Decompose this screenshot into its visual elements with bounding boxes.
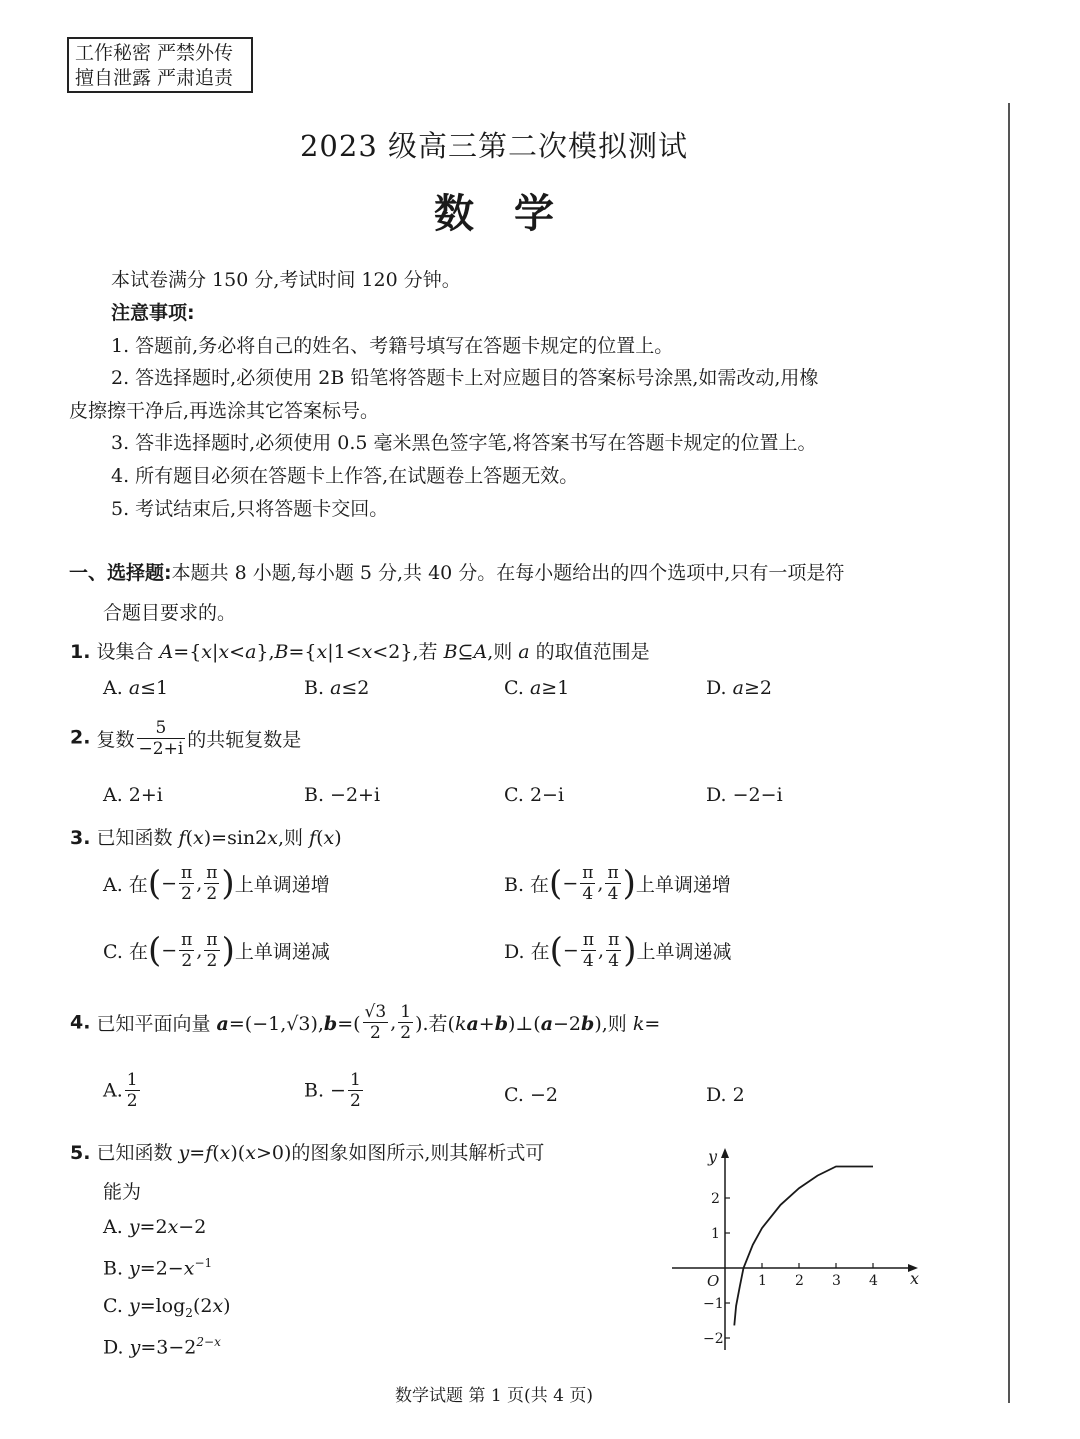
y-axis-arrow-icon <box>721 1148 729 1158</box>
q-var: x <box>218 641 230 663</box>
frac-num: √3 <box>364 1002 387 1022</box>
option-b: B. −2+i <box>304 784 381 806</box>
q-text: −2 <box>178 1216 207 1238</box>
option-d: D. 2 <box>706 1084 745 1106</box>
q-var: a <box>518 641 530 663</box>
q-text: < <box>229 641 246 663</box>
option-a <box>103 1216 206 1238</box>
fraction <box>581 930 596 971</box>
q-text: ⊆ <box>457 641 474 663</box>
q-text: − <box>562 939 579 962</box>
option-d <box>103 1335 221 1358</box>
q-text: ,则 <box>277 827 310 849</box>
q-text: 上单调递减 <box>234 941 330 963</box>
q-text: ≤1 <box>140 677 169 699</box>
q-var: B <box>274 641 289 663</box>
q-text <box>97 1013 361 1035</box>
frac-den: 2 <box>369 1023 381 1043</box>
q-var: a <box>732 677 744 699</box>
q-var: y <box>128 1295 140 1317</box>
x-tick-label: 3 <box>832 1273 841 1289</box>
q-var: f <box>178 827 186 849</box>
question-5-line2: 能为 <box>103 1181 142 1203</box>
q-var: x <box>245 1142 256 1164</box>
q-var: y <box>178 1142 190 1164</box>
option-label: A. <box>103 677 123 699</box>
q-text: √3 <box>286 1013 311 1035</box>
q-text: |1< <box>327 641 362 663</box>
left-paren: ( <box>549 930 563 971</box>
q-text: ≥2 <box>743 677 772 699</box>
note-item: 2. 答选择题时,必须使用 2B 铅笔将答题卡上对应题目的答案标号涂黑,如需改动,用橡 <box>111 367 819 389</box>
q-vector: b <box>581 1013 595 1035</box>
option-label: D. 在 <box>504 941 550 963</box>
option-label: A. <box>103 1079 123 1102</box>
q-vector: b <box>323 1013 338 1035</box>
q-text: ).若( <box>415 1013 455 1035</box>
y-tick-label: 1 <box>711 1226 720 1242</box>
note-item: 4. 所有题目必须在答题卡上作答,在试题卷上答题无效。 <box>111 465 579 487</box>
q-text: ≥1 <box>541 677 570 699</box>
q-text: − <box>161 939 178 962</box>
frac-num: 1 <box>126 1070 138 1090</box>
option-label: A. <box>103 1216 129 1238</box>
q-var: x <box>361 641 373 663</box>
q-text: − <box>161 872 177 895</box>
section-heading <box>69 558 844 585</box>
frac-num: π <box>181 863 193 883</box>
frac-den: −2+i <box>138 739 184 759</box>
q-text: , <box>598 939 605 962</box>
frac-den: 2 <box>181 884 192 904</box>
q-text <box>415 1013 660 1035</box>
frac-den: 2 <box>349 1091 361 1111</box>
q-var: x <box>316 641 328 663</box>
frac-num: π <box>608 930 620 950</box>
frac-den: 4 <box>607 884 619 904</box>
question-number: 3. <box>70 827 91 849</box>
option-c: C. 2−i <box>504 784 565 806</box>
q-var: a <box>529 677 542 699</box>
q-text: 已知平面向量 <box>96 1013 217 1035</box>
question-5 <box>70 1138 544 1165</box>
q-text: ≤2 <box>341 677 370 699</box>
option-label: D. <box>706 677 727 699</box>
option-a <box>103 677 168 699</box>
frac-num: 1 <box>349 1070 361 1090</box>
question-1 <box>70 637 650 664</box>
fraction <box>348 1070 363 1111</box>
left-paren: ( <box>147 930 162 971</box>
q-var: x <box>201 641 213 663</box>
frac-den: 2 <box>400 1023 412 1043</box>
y-tick-label: −2 <box>703 1331 724 1347</box>
note-item: 皮擦擦干净后,再选涂其它答案标号。 <box>69 400 380 422</box>
q-var: x <box>212 1295 224 1317</box>
q-var: x <box>193 827 204 849</box>
q-text: 设集合 <box>96 641 160 663</box>
option-label: B. <box>304 677 325 699</box>
section-desc: 本题共 8 小题,每小题 5 分,共 40 分。在每小题给出的四个选项中,只有一项是符 <box>171 562 845 584</box>
fraction <box>606 930 621 971</box>
q-superscript: 2−x <box>196 1335 221 1349</box>
q-text: , <box>196 872 203 895</box>
frac-den: 2 <box>206 884 218 904</box>
option-c <box>504 677 569 699</box>
q-var: x <box>219 1142 231 1164</box>
q-text: | <box>212 641 219 663</box>
q-var: x <box>323 827 335 849</box>
q-var: A <box>473 641 488 663</box>
q-var: A <box>159 641 174 663</box>
q-text: = <box>644 1013 661 1035</box>
q-var: f <box>205 1142 213 1164</box>
option-b <box>304 1070 365 1111</box>
q-var: k <box>454 1013 467 1035</box>
q-vector: a <box>540 1013 554 1035</box>
q-vector: b <box>494 1013 508 1035</box>
option-d: D. −2−i <box>706 784 783 806</box>
exam-intro: 本试卷满分 150 分,考试时间 120 分钟。 <box>111 269 461 291</box>
q-text: ={ <box>288 641 317 663</box>
q-text: )⊥( <box>508 1013 541 1035</box>
x-axis-label: x <box>910 1269 920 1288</box>
frac-den: 2 <box>181 951 193 971</box>
fraction <box>605 863 620 904</box>
x-tick-label: 4 <box>869 1273 878 1289</box>
option-c: C. −2 <box>504 1084 558 1106</box>
right-paren: ) <box>221 930 235 971</box>
q-var: x <box>167 1216 179 1238</box>
question-number: 5. <box>70 1142 91 1164</box>
frac-num: 1 <box>400 1002 412 1022</box>
q-text: <2},若 <box>372 641 444 663</box>
fraction <box>398 1002 413 1043</box>
q-text: + <box>478 1013 495 1035</box>
q-text: , <box>597 872 604 895</box>
fraction <box>204 863 219 904</box>
option-b <box>304 677 369 699</box>
q-vector: a <box>216 1013 229 1035</box>
q-text: 已知函数 <box>96 1142 179 1164</box>
option-label: A. 在 <box>103 874 148 896</box>
question-number: 1. <box>70 641 91 663</box>
question-2 <box>70 718 301 759</box>
fraction <box>125 1070 140 1111</box>
q-text: ) <box>223 1295 231 1317</box>
option-label: B. − <box>304 1079 346 1102</box>
option-c <box>103 930 330 971</box>
q-text: ), <box>310 1013 324 1035</box>
exam-title: 2023 级高三第二次模拟测试 <box>299 129 689 163</box>
question-3 <box>70 823 342 850</box>
fraction <box>204 930 219 971</box>
q-text: , <box>196 939 203 962</box>
fraction <box>580 863 595 904</box>
option-label: C. <box>103 1295 129 1317</box>
y-axis-label: y <box>708 1147 718 1166</box>
option-b <box>103 1256 212 1279</box>
frac-num: π <box>607 863 619 883</box>
q-vector: a <box>466 1013 479 1035</box>
fraction <box>363 1002 389 1043</box>
q-var: x <box>183 1257 195 1280</box>
q-var: B <box>443 641 458 663</box>
q-var: f <box>309 827 317 849</box>
q-text: ),则 <box>594 1013 633 1035</box>
q-text: 的取值范围是 <box>529 641 650 663</box>
frac-den: 2 <box>126 1091 138 1111</box>
note-item: 5. 考试结束后,只将答题卡交回。 <box>111 498 389 520</box>
right-margin-rule <box>1008 103 1010 1403</box>
option-d <box>706 677 772 699</box>
x-tick-label: 1 <box>758 1273 767 1289</box>
question-number: 2. <box>70 726 91 749</box>
q-text: = <box>189 1142 206 1164</box>
q-var: a <box>128 677 141 699</box>
left-paren: ( <box>147 863 162 904</box>
q-text: =( <box>337 1013 361 1035</box>
q-text: =(−1, <box>228 1013 287 1035</box>
left-paren: ( <box>549 863 563 904</box>
section-label: 一、选择题: <box>69 562 172 584</box>
option-b <box>504 863 731 904</box>
fraction <box>179 863 194 904</box>
frac-num: π <box>582 930 595 950</box>
function-graph <box>660 1140 930 1360</box>
option-c <box>103 1295 231 1320</box>
x-tick-label: 2 <box>795 1273 804 1289</box>
q-text: =2 <box>139 1216 168 1238</box>
q-text: 上单调递增 <box>234 874 330 896</box>
q-text: 上单调递减 <box>636 941 732 963</box>
page-footer: 数学试题 第 1 页(共 4 页) <box>395 1386 593 1406</box>
q-text: 已知函数 <box>96 827 179 849</box>
note-item: 3. 答非选择题时,必须使用 0.5 毫米黑色签字笔,将答案书写在答题卡规定的位置上。 <box>111 432 817 454</box>
q-text: (2 <box>192 1295 213 1317</box>
q-var: x <box>267 827 278 849</box>
origin-label: O <box>707 1272 720 1290</box>
frac-den: 2 <box>206 951 218 971</box>
q-var: y <box>129 1257 140 1280</box>
option-label: D. <box>103 1336 130 1359</box>
q-text: )=sin2 <box>203 827 268 849</box>
option-label: C. 在 <box>103 941 148 963</box>
stamp-line-2: 擅自泄露 严肃追责 <box>75 67 234 89</box>
question-4 <box>70 1002 660 1043</box>
notes-heading: 注意事项: <box>111 302 195 324</box>
q-text: 的共轭复数是 <box>187 729 302 751</box>
y-tick-label: 2 <box>711 1191 720 1207</box>
q-text: =2− <box>139 1257 184 1280</box>
section-desc-2: 合题目要求的。 <box>103 602 237 624</box>
q-text: 复数 <box>96 729 135 751</box>
q-text: }, <box>256 641 275 663</box>
q-text: −2 <box>553 1013 582 1035</box>
q-text: =3−2 <box>140 1336 197 1359</box>
q-var: y <box>129 1336 141 1359</box>
q-text: 上单调递增 <box>635 874 731 896</box>
frac-den: 4 <box>582 884 594 904</box>
fraction <box>179 930 194 971</box>
fraction <box>137 718 186 759</box>
right-paren: ) <box>623 930 637 971</box>
q-var: a <box>330 677 342 699</box>
confidential-stamp <box>67 37 253 93</box>
note-item: 1. 答题前,务必将自己的姓名、考籍号填写在答题卡规定的位置上。 <box>111 335 674 357</box>
frac-num: π <box>206 863 218 883</box>
frac-num: π <box>181 930 193 950</box>
frac-den: 4 <box>608 951 620 971</box>
q-text: ) <box>334 827 342 849</box>
question-number: 4. <box>70 1011 91 1034</box>
option-label: B. 在 <box>504 874 550 896</box>
q-text: =log <box>139 1295 186 1317</box>
option-a <box>103 863 330 904</box>
option-a: A. 2+i <box>103 784 163 806</box>
right-paren: ) <box>622 863 636 904</box>
q-text: , <box>390 1011 397 1034</box>
q-text: ,则 <box>487 641 519 663</box>
frac-num: π <box>582 863 594 883</box>
q-text: )( <box>230 1142 246 1164</box>
q-var: y <box>128 1216 140 1238</box>
stamp-line-1: 工作秘密 严禁外传 <box>75 42 234 64</box>
q-var: a <box>245 641 257 663</box>
frac-den: 4 <box>583 951 594 971</box>
option-d <box>504 930 732 971</box>
option-label: C. <box>504 677 524 699</box>
option-label: B. <box>103 1257 130 1280</box>
y-tick-label: −1 <box>703 1296 724 1312</box>
q-text: >0)的图象如图所示,则其解析式可 <box>255 1142 545 1164</box>
function-curve <box>734 1167 873 1326</box>
q-superscript: −1 <box>194 1256 213 1270</box>
q-text: ( <box>185 827 194 849</box>
q-text: ( <box>212 1142 220 1164</box>
frac-num: 5 <box>137 718 186 739</box>
q-text: ( <box>316 827 324 849</box>
q-text: ={ <box>173 641 202 663</box>
q-var: k <box>632 1013 645 1035</box>
right-paren: ) <box>221 863 235 904</box>
frac-num: π <box>206 930 218 950</box>
q-subscript: 2 <box>185 1305 193 1320</box>
q-text: − <box>562 872 579 895</box>
option-a <box>103 1070 142 1111</box>
subject-title: 数学 <box>434 191 594 237</box>
